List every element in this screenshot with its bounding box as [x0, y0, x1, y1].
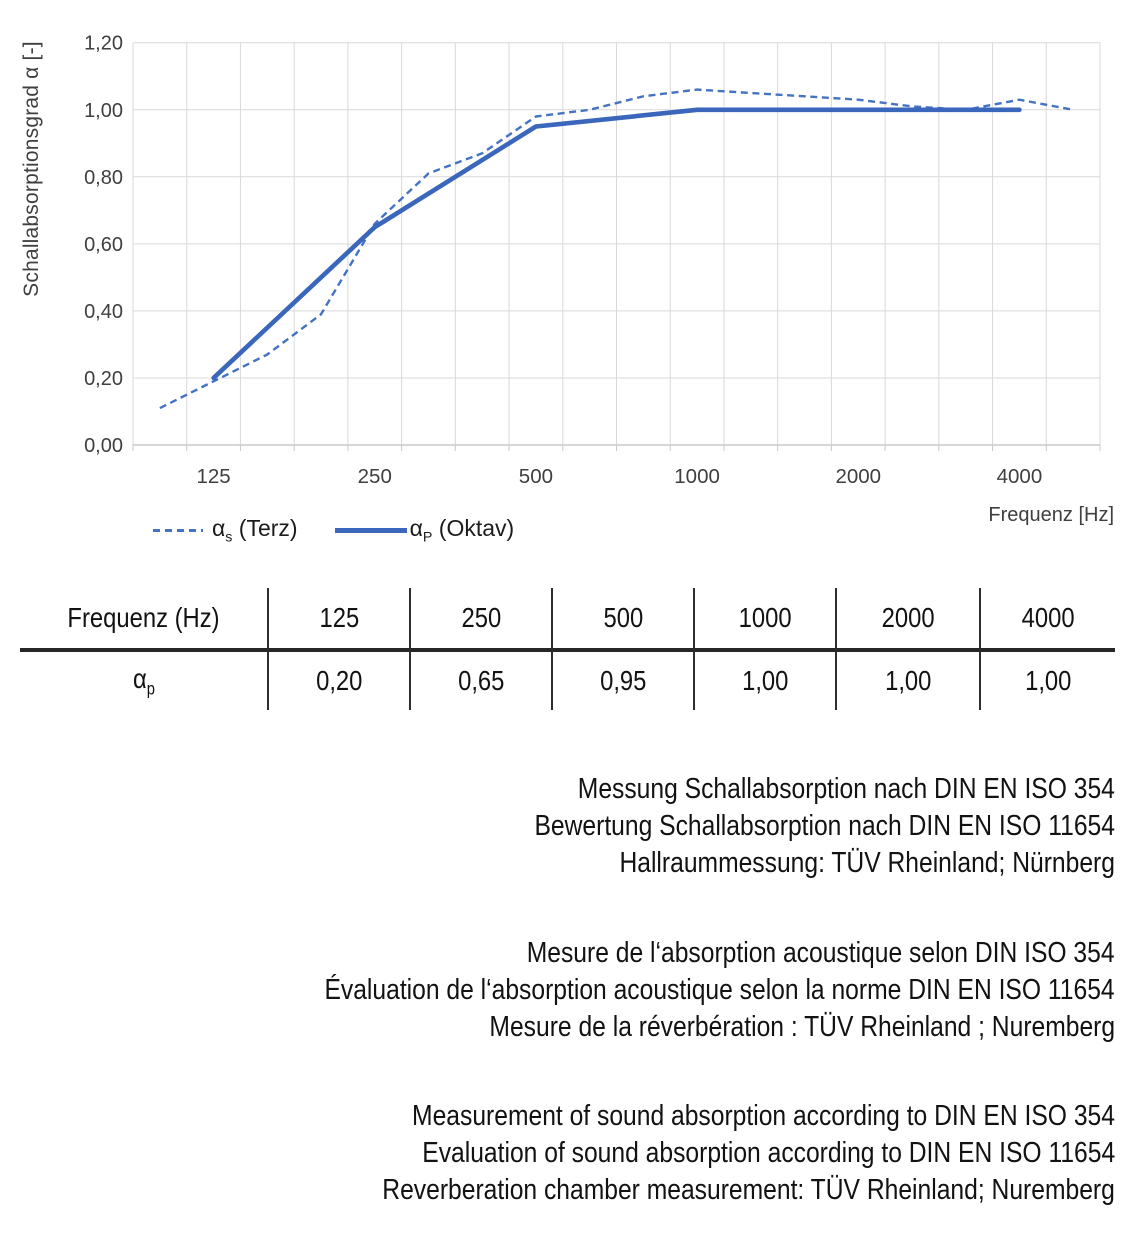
table-header-value: 2000 [837, 588, 981, 648]
note-line: Measurement of sound absorption according to DIN EN ISO 354 [412, 1100, 1115, 1132]
x-tick-label: 1000 [674, 465, 720, 488]
table-cell-alpha-value: 1,00 [837, 648, 981, 710]
table-header-value: 500 [553, 588, 695, 648]
y-tick-label: 0,60 [84, 233, 123, 256]
table-header-frequency: Frequenz (Hz) [20, 588, 269, 648]
table-cell-alpha-value: 0,65 [411, 648, 553, 710]
table-header-value: 4000 [1021, 602, 1075, 633]
note-line: Mesure de l‘absorption acoustique selon DIN ISO 354 [527, 937, 1115, 969]
x-tick-label: 250 [357, 465, 392, 488]
note-line: Evaluation of sound absorption according to DIN EN ISO 11654 [422, 1137, 1115, 1169]
table-header-value: 125 [269, 588, 411, 648]
x-tick-label: 125 [196, 465, 231, 488]
y-tick-label: 0,00 [84, 435, 123, 457]
y-tick-label: 0,40 [84, 300, 123, 323]
x-tick-label: 4000 [996, 465, 1043, 488]
y-tick-label: 0,80 [84, 166, 123, 189]
table-row-label-alpha-p: $\alpha_p$ [20, 648, 269, 710]
note-line: Reverberation chamber measurement: TÜV Rheinland; Nuremberg [382, 1174, 1115, 1206]
note-line: Messung Schallabsorption nach DIN EN ISO 354 [577, 773, 1115, 805]
table-cell-alpha-value: 1,00 [981, 648, 1115, 710]
alpha-p-table [20, 588, 1115, 710]
legend-label-oktav: $\alpha_P$ (Oktav) [409, 514, 515, 546]
notes-french [15, 935, 1115, 1046]
notes-german [15, 771, 1115, 882]
x-axis-title: Frequenz [Hz] [988, 504, 1114, 526]
table-cell-alpha-value: 1,00 [695, 648, 837, 710]
y-tick-label: 0,20 [84, 367, 123, 390]
note-line: Hallraummessung: TÜV Rheinland; Nürnberg [619, 847, 1115, 879]
note-line: Bewertung Schallabsorption nach DIN EN ISO 11654 [534, 810, 1115, 842]
note-line: Mesure de la réverbération : TÜV Rheinland ; Nuremberg [489, 1011, 1115, 1043]
table-header-value: 1000 [695, 588, 837, 648]
y-tick-label: 1,20 [84, 32, 123, 55]
y-tick-label: 1,00 [84, 99, 123, 122]
table-cell-alpha-value: 0,20 [269, 648, 411, 710]
x-tick-label: 2000 [835, 465, 882, 488]
chart-legend [153, 514, 514, 546]
y-axis-title: Schallabsorptionsgrad α [-] [20, 41, 43, 297]
x-tick-label: 500 [518, 465, 554, 488]
terz-dashed-line-swatch [153, 529, 203, 532]
notes-english [15, 1098, 1115, 1209]
absorption-line-chart [0, 0, 1135, 500]
table-cell-alpha-value: 0,95 [553, 648, 695, 710]
table-header-value: 250 [411, 588, 553, 648]
legend-label-terz: $\alpha_s$ (Terz) [212, 514, 298, 546]
oktav-solid-line-swatch [335, 528, 407, 533]
note-line: Évaluation de l‘absorption acoustique selon la norme DIN EN ISO 11654 [324, 974, 1115, 1006]
